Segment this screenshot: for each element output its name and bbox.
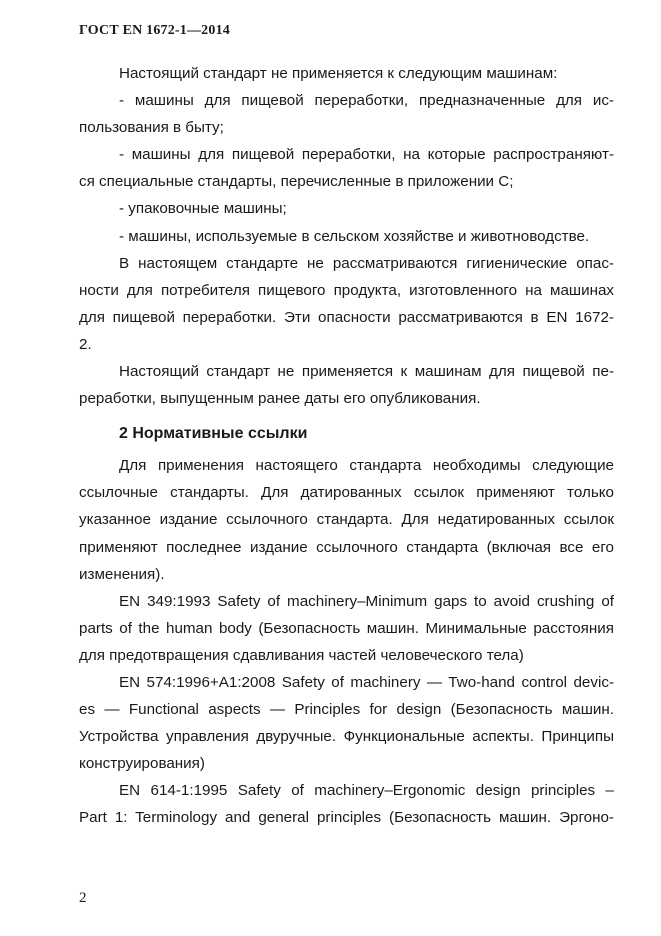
text-line: ся специальные стандарты, перечисленные в приложении С; — [79, 173, 514, 191]
text-line: изменения). — [79, 565, 165, 583]
text-line: EN 614-1:1995 Safety of machinery–Ergonomic design principles – — [119, 782, 614, 800]
text-line: - машины для пищевой переработки, предназначенные для ис- — [119, 92, 614, 110]
text-line: для пищевой переработки. Эти опасности рассматриваются в EN 1672- — [79, 308, 614, 326]
text-line: Настоящий стандарт не применяется к машинам для пищевой пе- — [119, 363, 614, 381]
text-line: ссылочные стандарты. Для датированных ссылок применяют только — [79, 484, 614, 502]
text-line: ности для потребителя пищевого продукта, изготовленного на машинах — [79, 281, 614, 299]
text-line: - машины для пищевой переработки, на которые распространяют- — [119, 146, 614, 164]
section-heading: 2 Нормативные ссылки — [119, 425, 308, 443]
text-line: Для применения настоящего стандарта необходимы следующие — [119, 457, 614, 475]
text-line: - машины, используемые в сельском хозяйстве и животноводстве. — [119, 227, 590, 245]
text-line: Настоящий стандарт не применяется к следующим машинам: — [119, 65, 558, 82]
text-line: применяют последнее издание ссылочного стандарта (включая все его — [79, 538, 614, 556]
text-line: Устройства управления двуручные. Функциональные аспекты. Принципы — [79, 728, 614, 746]
text-line: EN 349:1993 Safety of machinery–Minimum gaps to avoid crushing of — [119, 592, 614, 610]
text-line: Part 1: Terminology and general principles (Безопасность машин. Эргоно- — [79, 809, 614, 827]
text-line: пользования в быту; — [79, 119, 224, 137]
text-line: parts of the human body (Безопасность машин. Минимальные расстояния — [79, 619, 614, 637]
page-number: 2 — [79, 890, 87, 906]
document-code-header: ГОСТ EN 1672-1—2014 — [79, 23, 230, 38]
text-line: В настоящем стандарте не рассматриваются гигиенические опас- — [119, 254, 614, 272]
text-line: конструирования) — [79, 755, 205, 773]
document-body — [79, 60, 614, 832]
text-line: 2. — [79, 335, 92, 353]
text-line: - упаковочные машины; — [119, 200, 287, 218]
text-line: указанное издание ссылочного стандарта. Для недатированных ссылок — [79, 511, 614, 529]
text-line: реработки, выпущенным ранее даты его опубликования. — [79, 390, 481, 408]
text-line: es — Functional aspects — Principles for design (Безопасность машин. — [79, 701, 614, 719]
text-line: для предотвращения сдавливания частей человеческого тела) — [79, 646, 524, 664]
text-line: EN 574:1996+A1:2008 Safety of machinery — Two-hand control devic- — [119, 673, 614, 691]
